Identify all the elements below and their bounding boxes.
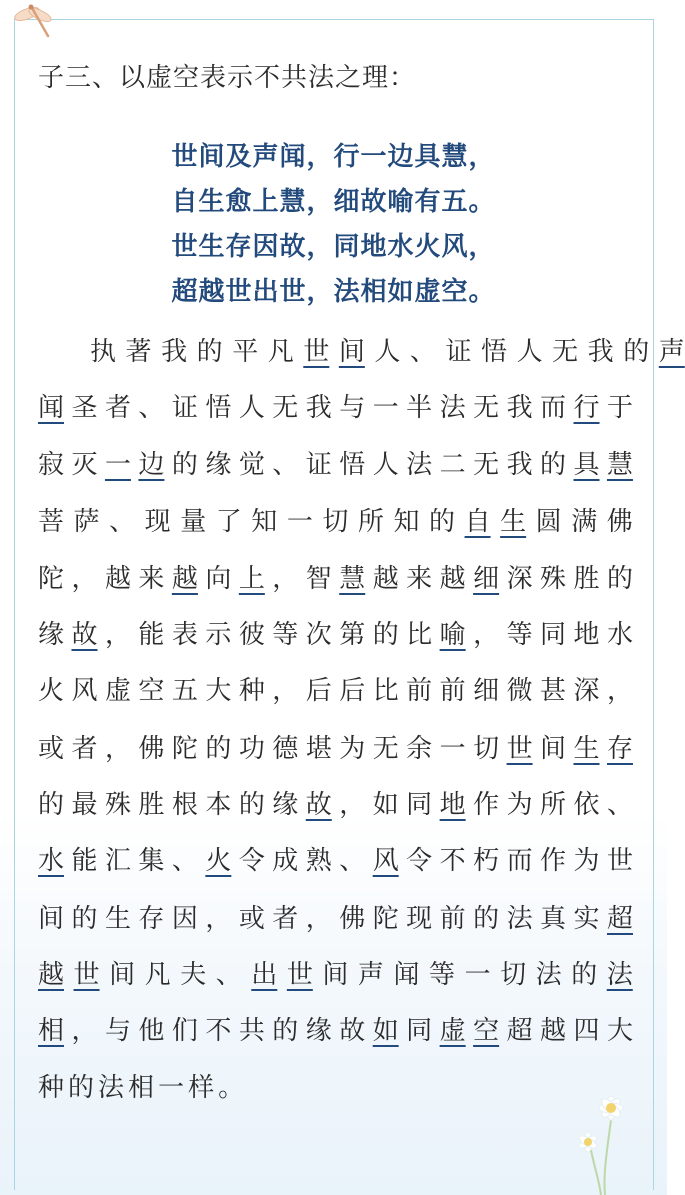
commentary-line: 或 者 ， 佛 陀 的 功 德 堪 为 无 余 一 切 世 间 生 存 [38,734,633,764]
commentary-line: 种 的 法 相 一 样 。 [38,1073,245,1103]
commentary-line: 执 著 我 的 平 凡 世 间 人 、 证 悟 人 无 我 的 声 [90,337,685,367]
verse-line: 世生存因故，同地水火风， [171,232,496,262]
verse-line: 世间及声闻，行一边具慧， [171,142,496,172]
commentary-line: 的 最 殊 胜 根 本 的 缘 故 ， 如 同 地 作 为 所 依 、 [38,790,633,820]
commentary-line: 菩 萨 、 现 量 了 知 一 切 所 知 的 自 生 圆 满 佛 [38,507,633,537]
commentary-line: 缘 故 ， 能 表 示 彼 等 次 第 的 比 喻 ， 等 同 地 水 [38,620,633,650]
dragonfly-icon [10,2,58,42]
verse-line: 自生愈上慧，细故喻有五。 [171,187,496,217]
commentary-line: 越 世 间 凡 夫 、 出 世 间 声 闻 等 一 切 法 的 法 [38,960,633,990]
commentary-line: 间 的 生 存 因 ， 或 者 ， 佛 陀 现 前 的 法 真 实 超 [38,904,633,934]
commentary-line: 火 风 虚 空 五 大 种 ， 后 后 比 前 前 细 微 甚 深 ， [38,676,633,706]
daisy-flowers-icon [563,1080,653,1195]
verse-line: 超越世出世，法相如虚空。 [171,277,496,307]
commentary-line: 陀 ， 越 来 越 向 上 ， 智 慧 越 来 越 细 深 殊 胜 的 [38,564,633,594]
section-heading: 子三、以虚空表示不共法之理： [38,63,417,93]
commentary-line: 相 ， 与 他 们 不 共 的 缘 故 如 同 虚 空 超 越 四 大 [38,1016,633,1046]
commentary-line: 闻 圣 者 、 证 悟 人 无 我 与 一 半 法 无 我 而 行 于 [38,393,633,423]
commentary-line: 水 能 汇 集 、 火 令 成 熟 、 风 令 不 朽 而 作 为 世 [38,846,633,876]
commentary-line: 寂 灭 一 边 的 缘 觉 、 证 悟 人 法 二 无 我 的 具 慧 [38,450,633,480]
